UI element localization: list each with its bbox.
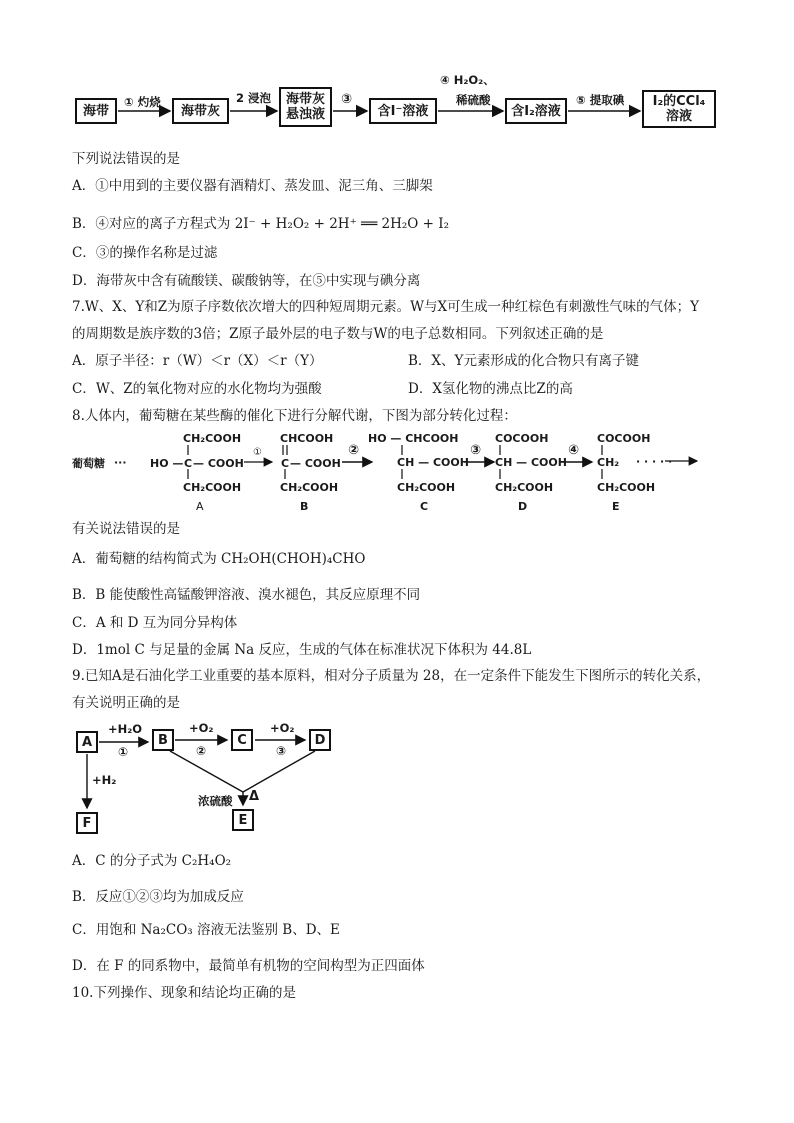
q9-label-o2b: +O₂ <box>270 721 295 735</box>
q9-node-a: A <box>76 731 98 753</box>
q8-b-cooh: — COOH <box>290 457 341 470</box>
q9-node-d: D <box>309 729 331 751</box>
q8-dots: ··· <box>114 456 127 469</box>
flow-step-4: ④ H₂O₂、 <box>440 73 495 87</box>
q8-sub-stem: 有关说法错误的是 <box>72 521 180 537</box>
q8-b-c: C <box>281 457 290 470</box>
q8-arrow-1-label: ① <box>253 447 262 458</box>
q9-node-f: F <box>76 812 98 834</box>
q9-label-o2a: +O₂ <box>189 721 214 735</box>
q9-stem-line2: 有关说明正确的是 <box>72 695 180 711</box>
q9-stem-line1: 9.已知A是石油化学工业重要的基本原料，相对分子质量为 28，在一定条件下能发生下图所示的转化关系， <box>72 668 711 684</box>
q8-e-bottom: CH₂COOH <box>597 481 656 494</box>
q8-b-top: CHCOOH <box>280 432 334 445</box>
q8-a-ho: HO — <box>150 457 184 470</box>
q6-option-d: D．海带灰中含有硫酸镁、碳酸钠等，在⑤中实现与碘分离 <box>72 273 421 289</box>
q9-label-h2o: +H₂O <box>108 722 143 736</box>
q7-stem-line1: 7.W、X、Y和Z为原子序数依次增大的四种短周期元素。W与X可生成一种红棕色有刺激性气味的气体；Y <box>72 299 700 315</box>
q9-option-a: A．C 的分子式为 C₂H₄O₂ <box>72 853 232 869</box>
flow-box-ccl4: I₂的CCl₄溶液 <box>642 90 716 128</box>
q8-tail-dots: · · · · · <box>636 455 673 468</box>
q8-option-a: A．葡萄糖的结构简式为 CH₂OH(CHOH)₄CHO <box>72 551 366 567</box>
q8-e-top: COCOOH <box>597 432 651 445</box>
q8-c-mid: CH — COOH <box>397 456 469 469</box>
flow-step-3: ③ <box>341 92 353 107</box>
q8-arrow-3-label: ③ <box>470 443 482 458</box>
q8-c-top: HO — CHCOOH <box>368 432 459 445</box>
q6-option-a: A．①中用到的主要仪器有酒精灯、蒸发皿、泥三角、三脚架 <box>72 178 433 194</box>
q9-label-heat: Δ <box>249 789 260 804</box>
q8-stem: 8.人体内，葡萄糖在某些酶的催化下进行分解代谢，下图为部分转化过程： <box>72 408 517 424</box>
flow-step-1: ① 灼烧 <box>124 95 161 109</box>
q8-d-label: D <box>518 500 528 513</box>
q7-option-c: C．W、Z的氧化物对应的水化物均为强酸 <box>72 381 322 397</box>
q9-option-b: B．反应①②③均为加成反应 <box>72 889 244 905</box>
q8-d-bottom: CH₂COOH <box>495 481 554 494</box>
q6-stem: 下列说法错误的是 <box>72 151 180 167</box>
q8-a-top: CH₂COOH <box>183 432 242 445</box>
q8-a-bottom: CH₂COOH <box>183 481 242 494</box>
q8-arrow-2-label: ② <box>348 443 360 458</box>
q9-label-r1: ① <box>118 745 129 759</box>
q8-c-bottom: CH₂COOH <box>397 481 456 494</box>
q8-a-c: C <box>184 457 193 470</box>
q9-option-c: C．用饱和 Na₂CO₃ 溶液无法鉴别 B、D、E <box>72 922 340 938</box>
q7-option-b: B．X、Y元素形成的化合物只有离子键 <box>408 353 639 369</box>
q8-d-mid: CH — COOH <box>495 456 567 469</box>
flow-box-han-i2: 含I₂溶液 <box>505 98 567 124</box>
q8-e-label: E <box>612 500 620 513</box>
flow-box-xuanzhuoye: 海带灰悬浊液 <box>279 87 332 127</box>
q7-stem-line2: 的周期数是族序数的3倍；Z原子最外层的电子数与W的电子总数相同。下列叙述正确的是 <box>72 326 604 342</box>
q8-b-label: B <box>300 500 309 513</box>
q8-e-mid: CH₂ <box>597 456 620 469</box>
q9-node-b: B <box>152 729 174 751</box>
flow-diagram-iodine <box>0 0 794 140</box>
q8-a-cooh: — COOH <box>193 457 244 470</box>
flow-step-5: ⑤ 提取碘 <box>576 93 625 107</box>
q8-d-top: COCOOH <box>495 432 549 445</box>
q9-label-r2: ② <box>196 744 207 758</box>
q9-node-e: E <box>232 809 254 831</box>
q8-c-label: C <box>420 500 429 513</box>
q8-option-c: C．A 和 D 互为同分异构体 <box>72 615 238 631</box>
flow-step-2: 2 浸泡 <box>236 91 272 105</box>
q8-arrow-4-label: ④ <box>568 443 580 458</box>
q7-option-a: A．原子半径：r（W）＜r（X）＜r（Y） <box>72 353 323 369</box>
q9-label-h2: +H₂ <box>92 773 117 787</box>
q6-option-c: C．③的操作名称是过滤 <box>72 245 218 261</box>
q8-metabolism-diagram <box>0 428 794 518</box>
q6-option-b: B．④对应的离子方程式为 2I⁻ + H₂O₂ + 2H⁺ ══ 2H₂O + I₂ <box>72 216 450 232</box>
q9-label-acid: 浓硫酸 <box>198 794 233 808</box>
flow-box-haidai: 海带 <box>75 98 117 124</box>
q9-conversion-diagram <box>0 715 794 835</box>
q8-b-bottom: CH₂COOH <box>280 481 339 494</box>
q8-glucose: 葡萄糖 <box>72 457 105 470</box>
flow-step-4b: 稀硫酸 <box>456 93 491 107</box>
q7-option-d: D．X氢化物的沸点比Z的高 <box>408 381 573 397</box>
q9-option-d: D．在 F 的同系物中，最简单有机物的空间构型为正四面体 <box>72 958 425 974</box>
q8-option-b: B．B 能使酸性高锰酸钾溶液、溴水褪色，其反应原理不同 <box>72 587 421 603</box>
q9-node-c: C <box>231 729 253 751</box>
q8-a-label: A <box>196 500 204 513</box>
q9-line-be <box>170 751 243 792</box>
q8-option-d: D．1mol C 与足量的金属 Na 反应，生成的气体在标准状况下体积为 44.8L <box>72 642 532 658</box>
q9-label-r3: ③ <box>276 744 287 758</box>
q10-stem: 10.下列操作、现象和结论均正确的是 <box>72 985 296 1001</box>
flow-box-haidaihui: 海带灰 <box>172 98 229 124</box>
flow-box-han-i-minus: 含I⁻溶液 <box>369 98 437 124</box>
